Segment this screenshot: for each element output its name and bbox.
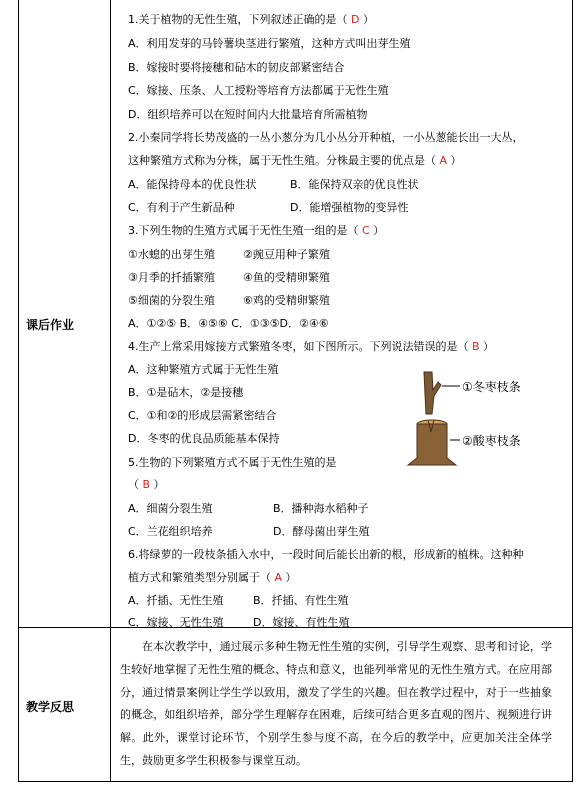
q6-option-c: C．嫁接、无性生殖 bbox=[128, 616, 224, 629]
q1-option-d: D．组织培养可以在短时间内大批量培育所需植物 bbox=[128, 108, 368, 121]
q6-answer: A bbox=[274, 571, 283, 584]
stock-label: ②酸枣枝条 bbox=[462, 434, 521, 448]
q6-stem-line2: 植方式和繁殖类型分别属于（ A ） bbox=[128, 571, 297, 584]
scion-label: ①冬枣枝条 bbox=[462, 380, 521, 394]
q6-stem-line1: 6.将绿萝的一段枝条插入水中，一段时间后能长出新的根，形成新的植株。这种种 bbox=[128, 548, 524, 561]
q6-option-b: B．扦插、有性生殖 bbox=[253, 594, 349, 607]
homework-label: 课后作业 bbox=[26, 318, 75, 332]
q3-choices: A．①②⑤ B．④⑤⑥ C．①③⑤D．②④⑥ bbox=[128, 317, 329, 330]
stock-trunk bbox=[408, 424, 456, 465]
grafting-figure bbox=[398, 370, 558, 470]
q4-stem: 4.生产上常采用嫁接方式繁殖冬枣，如下图所示。下列说法错误的是（ B ） bbox=[128, 340, 495, 353]
q2-stem-line2: 这种繁殖方式称为分株，属于无性生殖。分株最主要的优点是（ A ） bbox=[128, 154, 462, 167]
q5-option-a: A．细菌分裂生殖 bbox=[128, 502, 213, 515]
q5-answer: B bbox=[142, 478, 151, 491]
table-border-right bbox=[572, 0, 573, 782]
q4-option-c: C．①和②的形成层需紧密结合 bbox=[128, 409, 277, 422]
q4-option-d: D．冬枣的优良品质能基本保持 bbox=[128, 432, 280, 445]
q2-option-d: D．能增强植物的变异性 bbox=[290, 201, 409, 214]
q3-answer: C bbox=[362, 224, 370, 237]
q5-answer-line: （ B ） bbox=[128, 478, 165, 491]
q4-answer: B bbox=[472, 340, 480, 353]
q3-stem: 3.下列生物的生殖方式属于无性生殖一组的是（ C ） bbox=[128, 224, 385, 237]
q1-option-b: B．嫁接时要将接穗和砧木的韧皮部紧密结合 bbox=[128, 61, 345, 74]
q3-item-2: ②豌豆用种子繁殖 bbox=[243, 248, 330, 261]
q1-option-c: C．嫁接、压条、人工授粉等培育方法都属于无性生殖 bbox=[128, 84, 389, 97]
q3-item-6: ⑥鸡的受精卵繁殖 bbox=[243, 294, 330, 307]
q1-answer: D bbox=[351, 13, 360, 26]
table-border-bottom bbox=[18, 781, 573, 782]
scion-branch bbox=[424, 372, 441, 414]
q2-answer: A bbox=[439, 154, 448, 167]
q4-option-a: A．这种繁殖方式属于无性生殖 bbox=[128, 363, 279, 376]
reflection-label: 教学反思 bbox=[26, 700, 75, 714]
q3-item-4: ④鱼的受精卵繁殖 bbox=[243, 271, 330, 284]
q6-option-a: A．扦插、无性生殖 bbox=[128, 594, 224, 607]
q5-option-d: D．酵母菌出芽生殖 bbox=[273, 525, 370, 538]
reflection-text: 在本次教学中，通过展示多种生物无性生殖的实例，引导学生观察、思考和讨论，学生较好地掌握了无性生殖的概念、特点和意义，也能列举常见的无性生殖方式。在应用部分，通过情景案例让学生学以致用，激发了学生的兴趣。但在教学过程中，对于一些抽象的概念，如组织培养，部分学生理解存在困难，后续可结合更多直观的图片、视频进行讲解。此外，课堂讨论环节，个别学生参与度不高，在今后的教学中，应更加关注全体学生，鼓励更多学生积极参与课堂互动。 bbox=[120, 640, 552, 767]
table-border-left bbox=[18, 0, 19, 782]
q6-option-d: D．嫁接、有性生殖 bbox=[253, 616, 350, 629]
q3-item-5: ⑤细菌的分裂生殖 bbox=[128, 294, 215, 307]
q3-item-1: ①水螅的出芽生殖 bbox=[128, 248, 215, 261]
q2-option-b: B．能保持双亲的优良性状 bbox=[290, 178, 419, 191]
q2-stem-line1: 2.小秦同学将长势茂盛的一丛小葱分为几小丛分开种植，一小丛葱能长出一大丛， bbox=[128, 131, 524, 144]
q5-stem: 5.生物的下列繁殖方式不属于无性生殖的是 bbox=[128, 456, 337, 469]
q3-item-3: ③月季的扦插繁殖 bbox=[128, 271, 215, 284]
q2-option-a: A．能保持母本的优良性状 bbox=[128, 178, 257, 191]
q5-option-b: B．播种海水稻种子 bbox=[273, 502, 369, 515]
q4-option-b: B．①是砧木，②是接穗 bbox=[128, 386, 244, 399]
table-column-divider bbox=[110, 0, 111, 782]
q2-option-c: C．有利于产生新品种 bbox=[128, 201, 235, 214]
q5-option-c: C．兰花组织培养 bbox=[128, 525, 213, 538]
q1-stem: 1.关于植物的无性生殖，下列叙述正确的是（ D ） bbox=[128, 13, 374, 26]
q1-option-a: A．利用发芽的马铃薯块茎进行繁殖，这种方式叫出芽生殖 bbox=[128, 37, 411, 50]
